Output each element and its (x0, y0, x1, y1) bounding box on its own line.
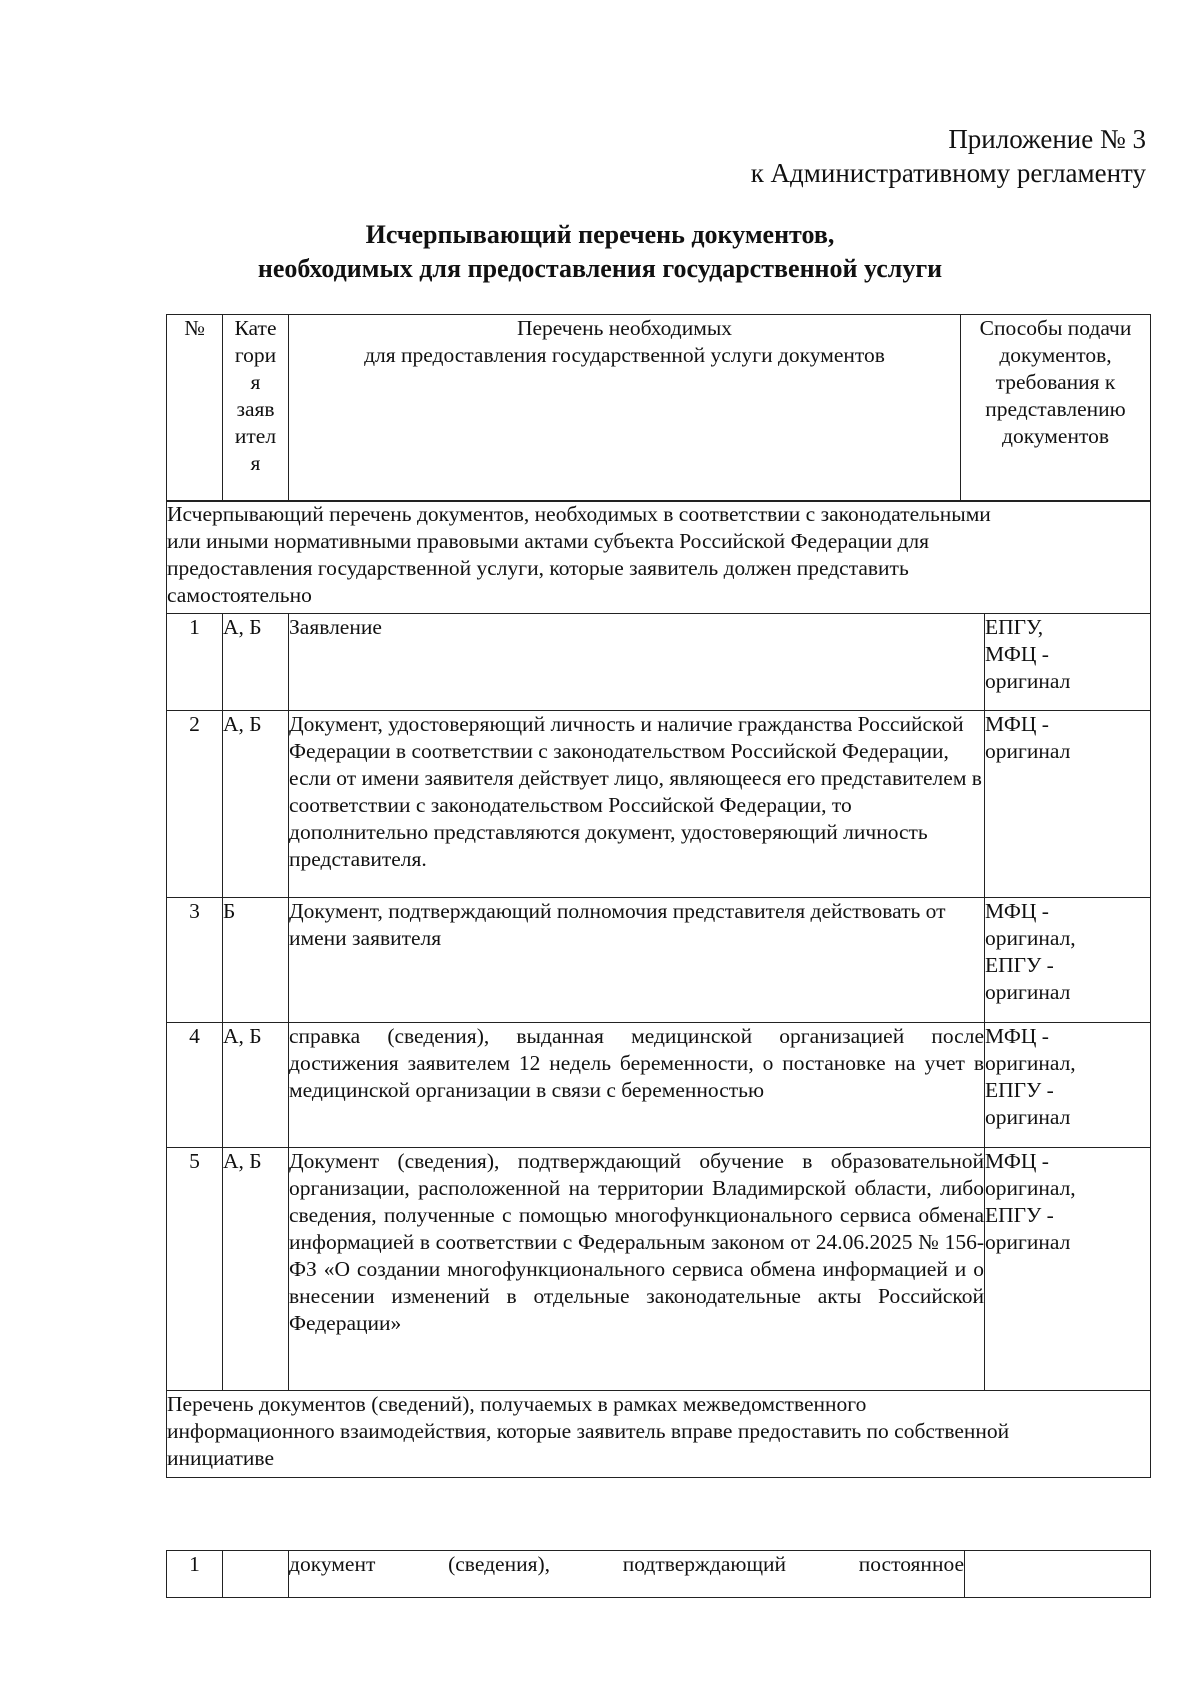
header-category: Кате гори я заяв ител я (223, 315, 289, 502)
row-document: Заявление (289, 614, 985, 711)
section-row (167, 1391, 1151, 1478)
row-document: документ (сведения), подтверждающий постоянное (289, 1551, 965, 1598)
appendix-reference: к Административному регламенту (750, 158, 1146, 188)
documents-table (166, 500, 1151, 1478)
row-number: 1 (167, 1551, 223, 1598)
row-number: 2 (167, 711, 223, 898)
document-title (150, 218, 1050, 286)
row-method: МФЦ - оригинал, ЕПГУ - оригинал (985, 1023, 1151, 1148)
row-category: А, Б (223, 614, 289, 711)
row-category (223, 1551, 289, 1598)
row-document: Документ, удостоверяющий личность и наличие гражданства Российской Федерации в соответствии с законодательством Российской Федерации, если от имени заявителя действует лицо, являющееся его представителем в соответствии с законодательством Российской Федерации, то дополнительно представляются документ, удостоверяющий личность представителя. (289, 711, 985, 898)
header-row (167, 315, 1151, 502)
row-number: 4 (167, 1023, 223, 1148)
documents-header-table (166, 314, 1151, 502)
table-row (167, 898, 1151, 1023)
row-category: А, Б (223, 711, 289, 898)
row-method: ЕПГУ, МФЦ - оригинал (985, 614, 1151, 711)
row-category: А, Б (223, 1023, 289, 1148)
row-method: МФЦ - оригинал, ЕПГУ - оригинал (985, 898, 1151, 1023)
row-method: МФЦ - оригинал (985, 711, 1151, 898)
section-row (167, 501, 1151, 614)
appendix-header (546, 122, 1146, 190)
row-number: 5 (167, 1148, 223, 1391)
section-self-submitted: Исчерпывающий перечень документов, необходимых в соответствии с законодательными или иными нормативными правовыми актами субъекта Российской Федерации для предоставления государственной услуги, которые заявитель должен представить самостоятельно (167, 501, 1151, 614)
table-row (167, 711, 1151, 898)
row-number: 3 (167, 898, 223, 1023)
table-row (167, 1551, 1151, 1598)
row-method (965, 1551, 1151, 1598)
table-row (167, 614, 1151, 711)
row-category: Б (223, 898, 289, 1023)
row-document: Документ, подтверждающий полномочия представителя действовать от имени заявителя (289, 898, 985, 1023)
table-row (167, 1023, 1151, 1148)
row-category: А, Б (223, 1148, 289, 1391)
title-line-2: необходимых для предоставления государственной услуги (257, 254, 943, 283)
title-line-1: Исчерпывающий перечень документов, (365, 220, 835, 249)
header-document-list: Перечень необходимых для предоставления государственной услуги документов (289, 315, 961, 502)
header-number: № (167, 315, 223, 502)
table-row (167, 1148, 1151, 1391)
row-document: Документ (сведения), подтверждающий обучение в образовательной организации, расположенной на территории Владимирской области, либо сведения, полученные с помощью многофункционального сервиса обмена информацией в соответствии с Федеральным законом от 24.06.2025 № 156-ФЗ «О создании многофункционального сервиса обмена информацией и о внесении изменений в отдельные законодательные акты Российской Федерации» (289, 1148, 985, 1391)
documents-table-continued (166, 1550, 1151, 1598)
header-submission-method: Способы подачи документов, требования к представлению документов (961, 315, 1151, 502)
row-number: 1 (167, 614, 223, 711)
section-interdepartmental: Перечень документов (сведений), получаемых в рамках межведомственного информационного взаимодействия, которые заявитель вправе предоставить по собственной инициативе (167, 1391, 1151, 1478)
appendix-number: Приложение № 3 (948, 124, 1146, 154)
row-document: справка (сведения), выданная медицинской организацией после достижения заявителем 12 недель беременности, о постановке на учет в медицинской организации в связи с беременностью (289, 1023, 985, 1148)
row-method: МФЦ - оригинал, ЕПГУ - оригинал (985, 1148, 1151, 1391)
